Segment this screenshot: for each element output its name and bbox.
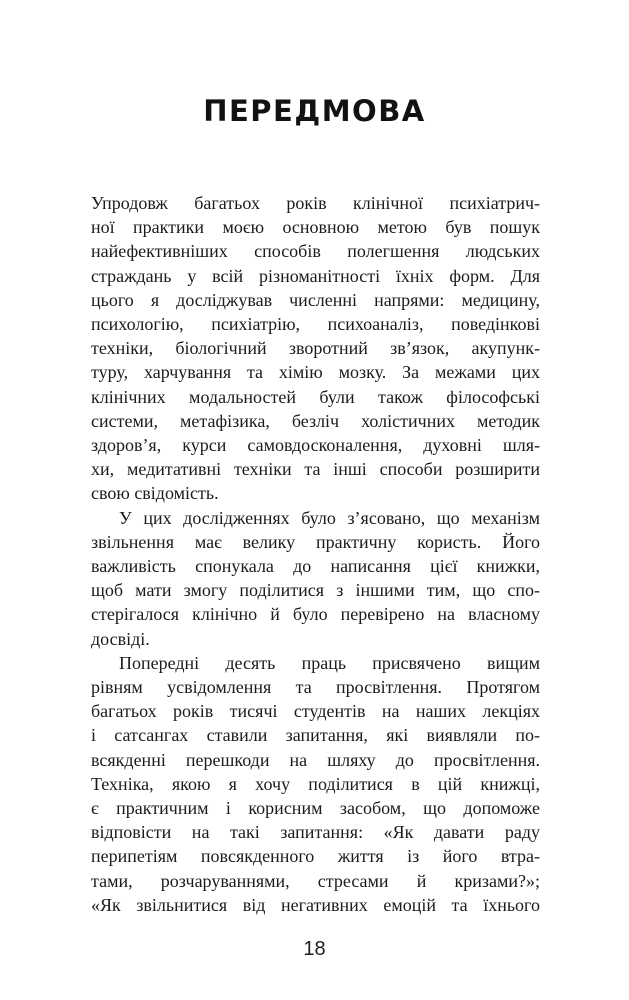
page-number: 18 <box>303 938 326 960</box>
text-line: цього я досліджував численні напрями: медицину, <box>91 289 540 310</box>
text-line: є практичним і корисним засобом, що допоможе <box>91 798 540 819</box>
body-text <box>91 191 540 917</box>
paragraph <box>91 651 540 917</box>
text-line: ної практики моєю основною метою був пошук <box>91 217 540 238</box>
text-line: страждань у всій різноманітності їхніх форм. Для <box>91 265 540 286</box>
text-line: Попередні десять праць присвячено вищим <box>119 652 540 673</box>
text-line: і сатсангах ставили запитання, які виявляли по- <box>91 725 540 746</box>
text-line: тами, розчаруваннями, стресами й кризами?»; <box>91 870 540 891</box>
text-line: У цих дослідженнях було з’ясовано, що механізм <box>119 507 540 528</box>
text-line: системи, метафізика, безліч холістичних методик <box>91 410 540 431</box>
text-line: важливість спонукала до написання цієї книжки, <box>91 556 540 577</box>
text-line: «Як звільнитися від негативних емоцій та їхнього <box>91 894 540 915</box>
text-line: свою свідомість. <box>91 483 219 504</box>
paragraph <box>91 506 540 651</box>
text-line: багатьох років тисячі студентів на наших лекціях <box>91 701 540 722</box>
paragraph <box>91 191 540 506</box>
text-line: клінічних модальностей були також філософські <box>91 386 540 407</box>
text-line: психологію, психіатрію, психоаналіз, поведінкові <box>91 314 540 335</box>
text-line: відповісти на такі запитання: «Як давати раду <box>91 822 540 843</box>
text-line: хи, медитативні техніки та інші способи розширити <box>91 459 540 480</box>
chapter-title: ПЕРЕДМОВА <box>203 94 426 128</box>
text-line: звільнення має велику практичну користь. Його <box>91 531 540 552</box>
text-line: Упродовж багатьох років клінічної психіатрич- <box>91 193 540 213</box>
text-line: всякденні перешкоди на шляху до просвітлення. <box>91 749 540 770</box>
text-line: стерігалося клінічно й було перевірено на власному <box>91 604 540 625</box>
text-line: техніки, біологічний зворотний зв’язок, акупунк- <box>91 338 540 359</box>
text-line: здоров’я, курси самовдосконалення, духовні шля- <box>91 435 540 456</box>
text-line: найефективніших способів полегшення людських <box>91 241 540 262</box>
text-line: рівням усвідомлення та просвітлення. Протягом <box>91 677 540 698</box>
text-line: досвіді. <box>91 628 150 649</box>
text-line: туру, харчування та хімію мозку. За межами цих <box>91 362 540 383</box>
text-line: щоб мати змогу поділитися з іншими тим, що спо- <box>91 580 540 601</box>
text-line: перипетіям повсякденного життя із його втра- <box>91 846 540 867</box>
text-line: Техніка, якою я хочу поділитися в цій книжці, <box>91 773 540 794</box>
